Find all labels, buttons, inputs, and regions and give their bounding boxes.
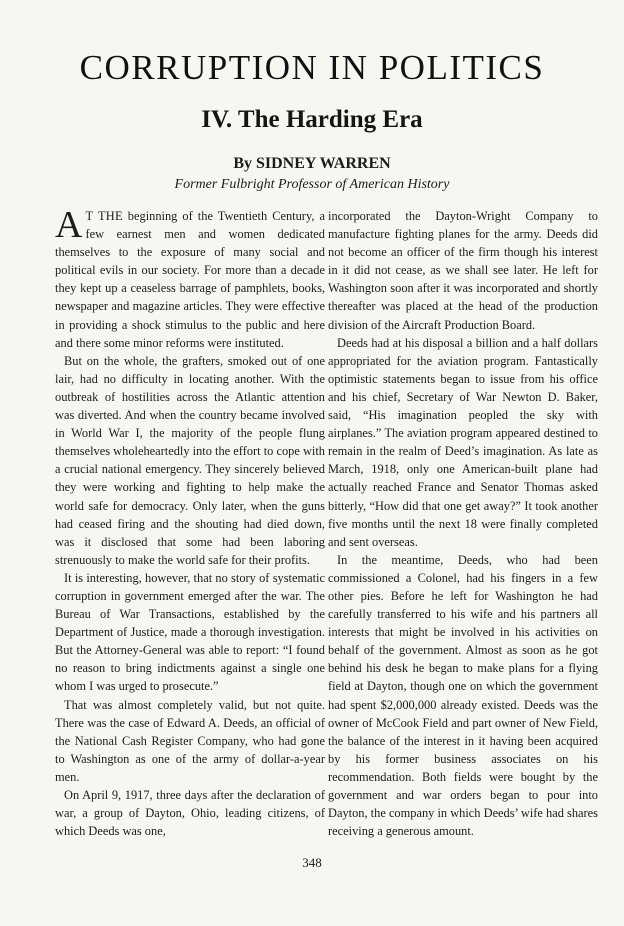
- paragraph-text: beginning of the Twentieth Century, a few earnest men and women dedicated themselves to the exposure of many social and political evils in our society. For more than a decade they kept up a ceaseless barrage of pamphlets, books, newspaper and magazine articles. They were effective in providing a shock stimulus to the public and here and there some minor reforms were instituted.: [55, 209, 325, 350]
- paragraph: But on the whole, the grafters, smoked out of one lair, had no difficulty in locating another. With the outbreak of hostilities across the Atlantic attention was diverted. And when the country became involved in World War I, the majority of the people flung themselves wholeheartedly into the effort to cope with a crucial national emergency. They sincerely believed they were working and fighting to help make the world safe for democracy. Only later, when the guns had ceased firing and the shouting had died down, was it disclosed that some had been laboring strenuously to make the world safe for their profits.: [55, 353, 325, 567]
- article-series-title: CORRUPTION IN POLITICS: [79, 48, 545, 87]
- paragraph: incorporated the Dayton-Wright Company to manufacture fighting planes for the army. Deeds did not become an officer of the firm though his interest in it did not cease, as we shall see later. He left for Washington soon after it was incorporated and shortly thereafter was placed at the head of the production division of the Aircraft Production Board.: [328, 209, 598, 332]
- page-number: 348: [302, 855, 322, 870]
- paragraph: On April 9, 1917, three days after the declaration of war, a group of Dayton, Ohio, leading citizens, of which Deeds was one,: [55, 788, 325, 839]
- paragraph: That was almost completely valid, but not quite. There was the case of Edward A. Deeds, an official of the National Cash Register Company, who had gone to Washington as one of the army of dollar-a-year men.: [55, 697, 325, 784]
- paragraph: [55, 204, 325, 352]
- left-column: [55, 204, 325, 840]
- paragraph: It is interesting, however, that no story of systematic corruption in government emerged after the war. The Bureau of War Transactions, established by the Department of Justice, made a thorough investigation. But the Attorney-General was able to report: “I found no reason to bring indictments against a single one whom I was urged to prosecute.”: [55, 570, 325, 694]
- drop-cap: A: [55, 204, 83, 246]
- paragraph: In the meantime, Deeds, who had been commissioned a Colonel, had his fingers in a few other pies. Before he left for Washington he had carefully transferred to his wife and his partners all interests that might be involved in his activities on behalf of the government. Almost as soon as he got behind his desk he began to make plans for a flying field at Dayton, though one on which the government had spent $2,000,000 already existed. Deeds was the owner of McCook Field and part owner of New Field, the balance of the interest in it having been acquired by his former business associates on his recommendation. Both fields were bought by the government and war orders began to pour into Dayton, the company in which Deeds’ wife had shares receiving a generous amount.: [328, 552, 598, 839]
- author-byline: By SIDNEY WARREN: [233, 155, 391, 172]
- lead-in: T THE: [85, 209, 123, 223]
- right-column: [328, 207, 598, 840]
- article-subtitle: IV. The Harding Era: [201, 106, 423, 133]
- paragraph: Deeds had at his disposal a billion and a half dollars appropriated for the aviation program. Fantastically optimistic statements began to issue from his office and his chief, Secretary of War Newton D. Baker, said, “His imagination peopled the sky with airplanes.” The aviation program appeared destined to remain in the realm of Deed’s imagination. As late as March, 1918, only one American-built plane had actually reached France and Senator Thomas asked bitterly, “How did that one get away?” It took another five months until the next 18 were finally completed and sent overseas.: [328, 335, 598, 549]
- author-role: Former Fulbright Professor of American History: [174, 177, 450, 192]
